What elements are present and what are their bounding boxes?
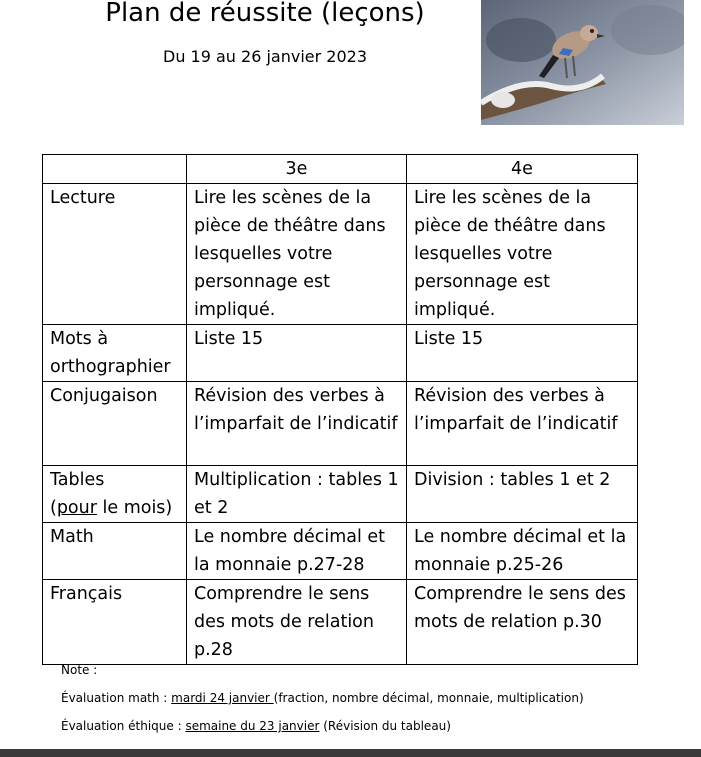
notes-label: Note :	[61, 663, 98, 677]
grade4-cell: Le nombre décimal et la monnaie p.25-26	[407, 523, 638, 580]
bottom-divider	[0, 749, 701, 757]
grade4-cell: Lire les scènes de la pièce de théâtre dans lesquelles votre personnage est impliqué.	[407, 184, 638, 325]
subject-underlined: pour	[56, 498, 97, 518]
subject-cell	[43, 466, 187, 523]
grade3-cell: Le nombre décimal et la monnaie p.27-28	[187, 523, 407, 580]
ethics-eval-topics: (Révision du tableau)	[319, 719, 451, 733]
grade4-cell: Comprendre le sens des mots de relation p.30	[407, 580, 638, 665]
grade3-cell: Révision des verbes à l’imparfait de l’indicatif	[187, 382, 407, 466]
header-cell-4e: 4e	[407, 155, 638, 184]
table-header-row	[43, 155, 638, 184]
subject-paren: (	[50, 498, 57, 518]
grade3-cell: Liste 15	[187, 325, 407, 382]
header-cell-blank	[43, 155, 187, 184]
notes-section	[61, 661, 584, 735]
grade4-cell: Division : tables 1 et 2	[407, 466, 638, 523]
table-row	[43, 325, 638, 382]
page-title: Plan de réussite (leçons)	[105, 0, 425, 28]
subject-rest: le mois)	[96, 498, 173, 518]
subject-cell: Français	[43, 580, 187, 665]
subject-cell: Lecture	[43, 184, 187, 325]
table-row	[43, 523, 638, 580]
ethics-eval-prefix: Évaluation éthique :	[61, 719, 186, 733]
subject-line: Tables	[50, 470, 105, 490]
table-row	[43, 382, 638, 466]
grade4-cell: Révision des verbes à l’imparfait de l’indicatif	[407, 382, 638, 466]
math-evaluation-note	[61, 689, 584, 707]
bird-photo	[481, 0, 684, 125]
grade3-cell: Lire les scènes de la pièce de théâtre dans lesquelles votre personnage est impliqué.	[187, 184, 407, 325]
bird-image	[481, 0, 684, 125]
grade3-cell: Comprendre le sens des mots de relation p.28	[187, 580, 407, 665]
math-eval-prefix: Évaluation math :	[61, 691, 172, 705]
grade4-cell: Liste 15	[407, 325, 638, 382]
lesson-table	[42, 154, 638, 665]
table-row	[43, 580, 638, 665]
table-row	[43, 184, 638, 325]
date-range: Du 19 au 26 janvier 2023	[163, 47, 367, 66]
header-cell-3e: 3e	[187, 155, 407, 184]
ethics-evaluation-note	[61, 717, 584, 735]
subject-cell: Conjugaison	[43, 382, 187, 466]
math-eval-topics: (fraction, nombre décimal, monnaie, multiplication)	[273, 691, 584, 705]
ethics-eval-date: semaine du 23 janvier	[185, 719, 320, 733]
subject-cell: Math	[43, 523, 187, 580]
math-eval-date: mardi 24 janvier	[171, 691, 274, 705]
subject-cell: Mots à orthographier	[43, 325, 187, 382]
table-row	[43, 466, 638, 523]
grade3-cell: Multiplication : tables 1 et 2	[187, 466, 407, 523]
